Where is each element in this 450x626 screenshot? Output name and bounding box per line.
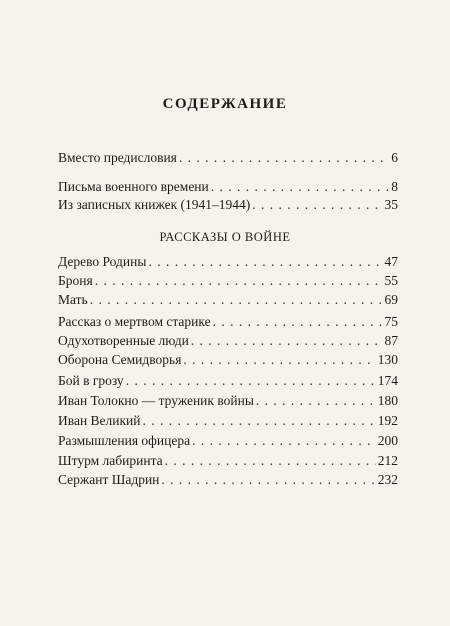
leader-dots bbox=[90, 292, 383, 308]
toc-entry-label: Из записных книжек (1941–1944) bbox=[58, 197, 251, 212]
toc-entry-page: 130 bbox=[377, 352, 398, 367]
toc-entry-page: 6 bbox=[391, 150, 398, 165]
toc-entry-page: 87 bbox=[384, 333, 398, 348]
toc-entry bbox=[58, 197, 398, 217]
toc-entry-label: Мать bbox=[58, 292, 88, 307]
toc-entry-page: 212 bbox=[377, 453, 398, 468]
leader-dots bbox=[191, 333, 383, 349]
toc-entry bbox=[58, 472, 398, 492]
leader-dots bbox=[143, 413, 376, 429]
leader-dots bbox=[179, 150, 389, 166]
toc-entry bbox=[58, 433, 398, 453]
toc-entry bbox=[58, 352, 398, 372]
toc-entry bbox=[58, 393, 398, 413]
contents-heading: СОДЕРЖАНИЕ bbox=[162, 96, 288, 112]
toc-entry-label: Бой в грозу bbox=[58, 373, 124, 388]
leader-dots bbox=[165, 453, 376, 469]
leader-dots bbox=[126, 373, 376, 389]
toc-entry-label: Иван Великий bbox=[58, 413, 141, 428]
toc-entry-page: 200 bbox=[377, 433, 398, 448]
toc-entry-page: 174 bbox=[377, 373, 398, 388]
leader-dots bbox=[95, 273, 383, 289]
toc-entry-label: Сержант Шадрин bbox=[58, 472, 160, 487]
toc-entry-label: Штурм лабиринта bbox=[58, 453, 163, 468]
toc-entry-label: Оборона Семидворья bbox=[58, 352, 182, 367]
toc-entry-page: 55 bbox=[384, 273, 398, 288]
toc-entry-page: 180 bbox=[377, 393, 398, 408]
leader-dots bbox=[161, 472, 375, 488]
toc-entry-label: Письма военного времени bbox=[58, 179, 209, 194]
toc-entry bbox=[58, 314, 398, 334]
section-heading: РАССКАЗЫ О ВОЙНЕ bbox=[159, 230, 291, 244]
toc-entry bbox=[58, 373, 398, 393]
toc-entry bbox=[58, 292, 398, 312]
toc-entry-label: Одухотворенные люди bbox=[58, 333, 189, 348]
toc-entry-label: Иван Толокно — труженик войны bbox=[58, 393, 254, 408]
toc-entry-label: Вместо предисловия bbox=[58, 150, 177, 165]
toc-entry bbox=[58, 413, 398, 433]
toc-entry-page: 232 bbox=[377, 472, 398, 487]
toc-entry-label: Рассказ о мертвом старике bbox=[58, 314, 211, 329]
toc-entry bbox=[58, 150, 398, 170]
toc-entry-label: Броня bbox=[58, 273, 93, 288]
leader-dots bbox=[211, 179, 389, 195]
toc-entry bbox=[58, 453, 398, 473]
toc-entry bbox=[58, 333, 398, 353]
toc-entry-page: 35 bbox=[384, 197, 398, 212]
toc-entry-page: 75 bbox=[384, 314, 398, 329]
toc-entry-page: 47 bbox=[384, 254, 398, 269]
leader-dots bbox=[213, 314, 383, 330]
toc-entry-page: 192 bbox=[377, 413, 398, 428]
toc-entry-page: 8 bbox=[391, 179, 398, 194]
leader-dots bbox=[192, 433, 376, 449]
leader-dots bbox=[256, 393, 376, 409]
leader-dots bbox=[183, 352, 375, 368]
toc-entry bbox=[58, 273, 398, 293]
leader-dots bbox=[252, 197, 382, 213]
toc-entry-label: Дерево Родины bbox=[58, 254, 147, 269]
leader-dots bbox=[148, 254, 382, 270]
toc-entry bbox=[58, 254, 398, 274]
toc-entry-page: 69 bbox=[384, 292, 398, 307]
toc-entry bbox=[58, 179, 398, 199]
toc-entry-label: Размышления офицера bbox=[58, 433, 191, 448]
